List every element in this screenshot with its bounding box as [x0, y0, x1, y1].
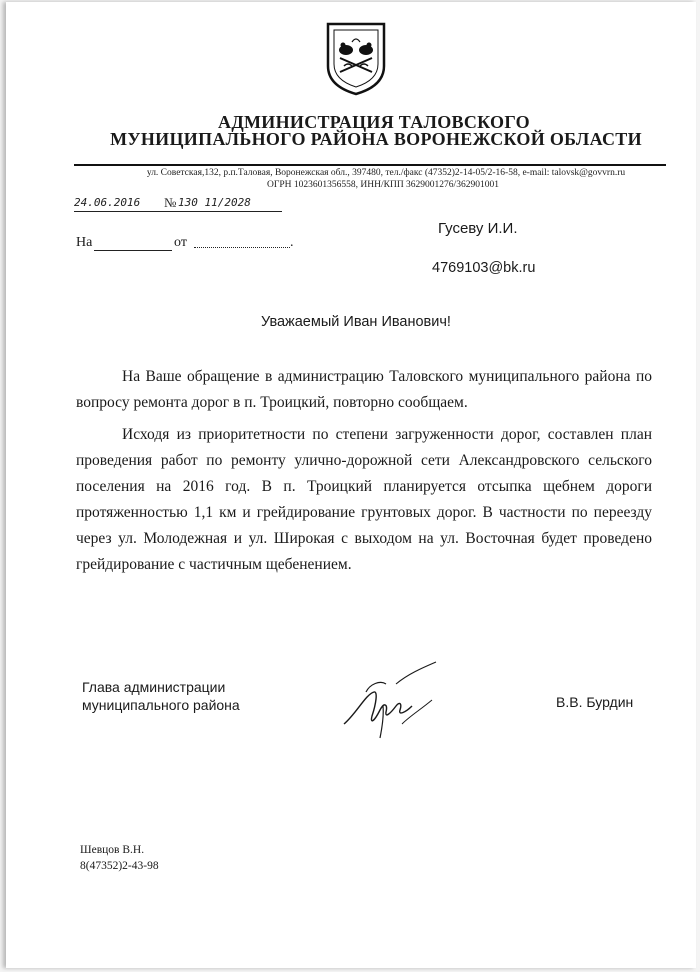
reference-ot-label: от	[174, 235, 187, 250]
letter-paragraph-1: На Ваше обращение в администрацию Таловского муниципального района по вопросу ремонта дорог в п. Троицкий, повторно сообщаем.	[76, 368, 652, 411]
signer-name: В.В. Бурдин	[556, 694, 634, 710]
executor-info	[80, 842, 159, 874]
signer-position-line1: Глава администрации	[82, 679, 226, 695]
number-sign: №	[164, 195, 177, 210]
signer-position-line2: муниципального района	[82, 697, 240, 713]
organization-name-line2: МУНИЦИПАЛЬНОГО РАЙОНА ВОРОНЕЖСКОЙ ОБЛАСТИ	[110, 129, 642, 149]
executor-phone: 8(47352)2-43-98	[80, 860, 159, 872]
letter-paragraph-2: Исходя из приоритетности по степени загруженности дорог, составлен план проведения работ по ремонту улично-дорожной сети Александровского сельского поселения на 2016 год. В п. Троицкий планируется отсыпка щебнем дороги протяженностью 1,1 км и грейдирование грунтовых дорог. В частности по переезду через ул. Молодежная и ул. Широкая с выходом на ул. Восточная будет проведено грейдирование с частичным щебенением.	[76, 426, 652, 573]
header-divider	[74, 164, 666, 166]
reference-ot-blank	[194, 247, 290, 248]
outgoing-date: 24.06.2016	[74, 196, 141, 209]
registration-underline	[74, 211, 282, 212]
recipient-name: Гусеву И.И.	[438, 220, 518, 237]
coat-of-arms-icon	[324, 20, 388, 96]
organization-registry-codes: ОГРН 1023601356558, ИНН/КПП 3629001276/362901001	[267, 180, 499, 190]
reference-na-label: На	[76, 235, 93, 250]
outgoing-number: 130 11/2028	[178, 196, 251, 209]
organization-contacts: ул. Советская,132, р.п.Таловая, Воронежская обл., 397480, тел./факс (47352)2-14-05/2-16-58, e-mail: talovsk@govvrn.ru	[146, 168, 626, 178]
reference-na-blank	[94, 250, 172, 251]
signer-position	[82, 678, 240, 714]
recipient-email: 4769103@bk.ru	[432, 260, 536, 276]
executor-name: Шевцов В.Н.	[80, 844, 145, 856]
letter-body	[76, 364, 652, 578]
handwritten-signature	[336, 654, 446, 754]
organization-name-line1: АДМИНИСТРАЦИЯ ТАЛОВСКОГО	[218, 112, 530, 132]
salutation: Уважаемый Иван Иванович!	[261, 314, 451, 330]
letter-page	[6, 2, 696, 968]
reference-ot-period: .	[290, 235, 294, 250]
